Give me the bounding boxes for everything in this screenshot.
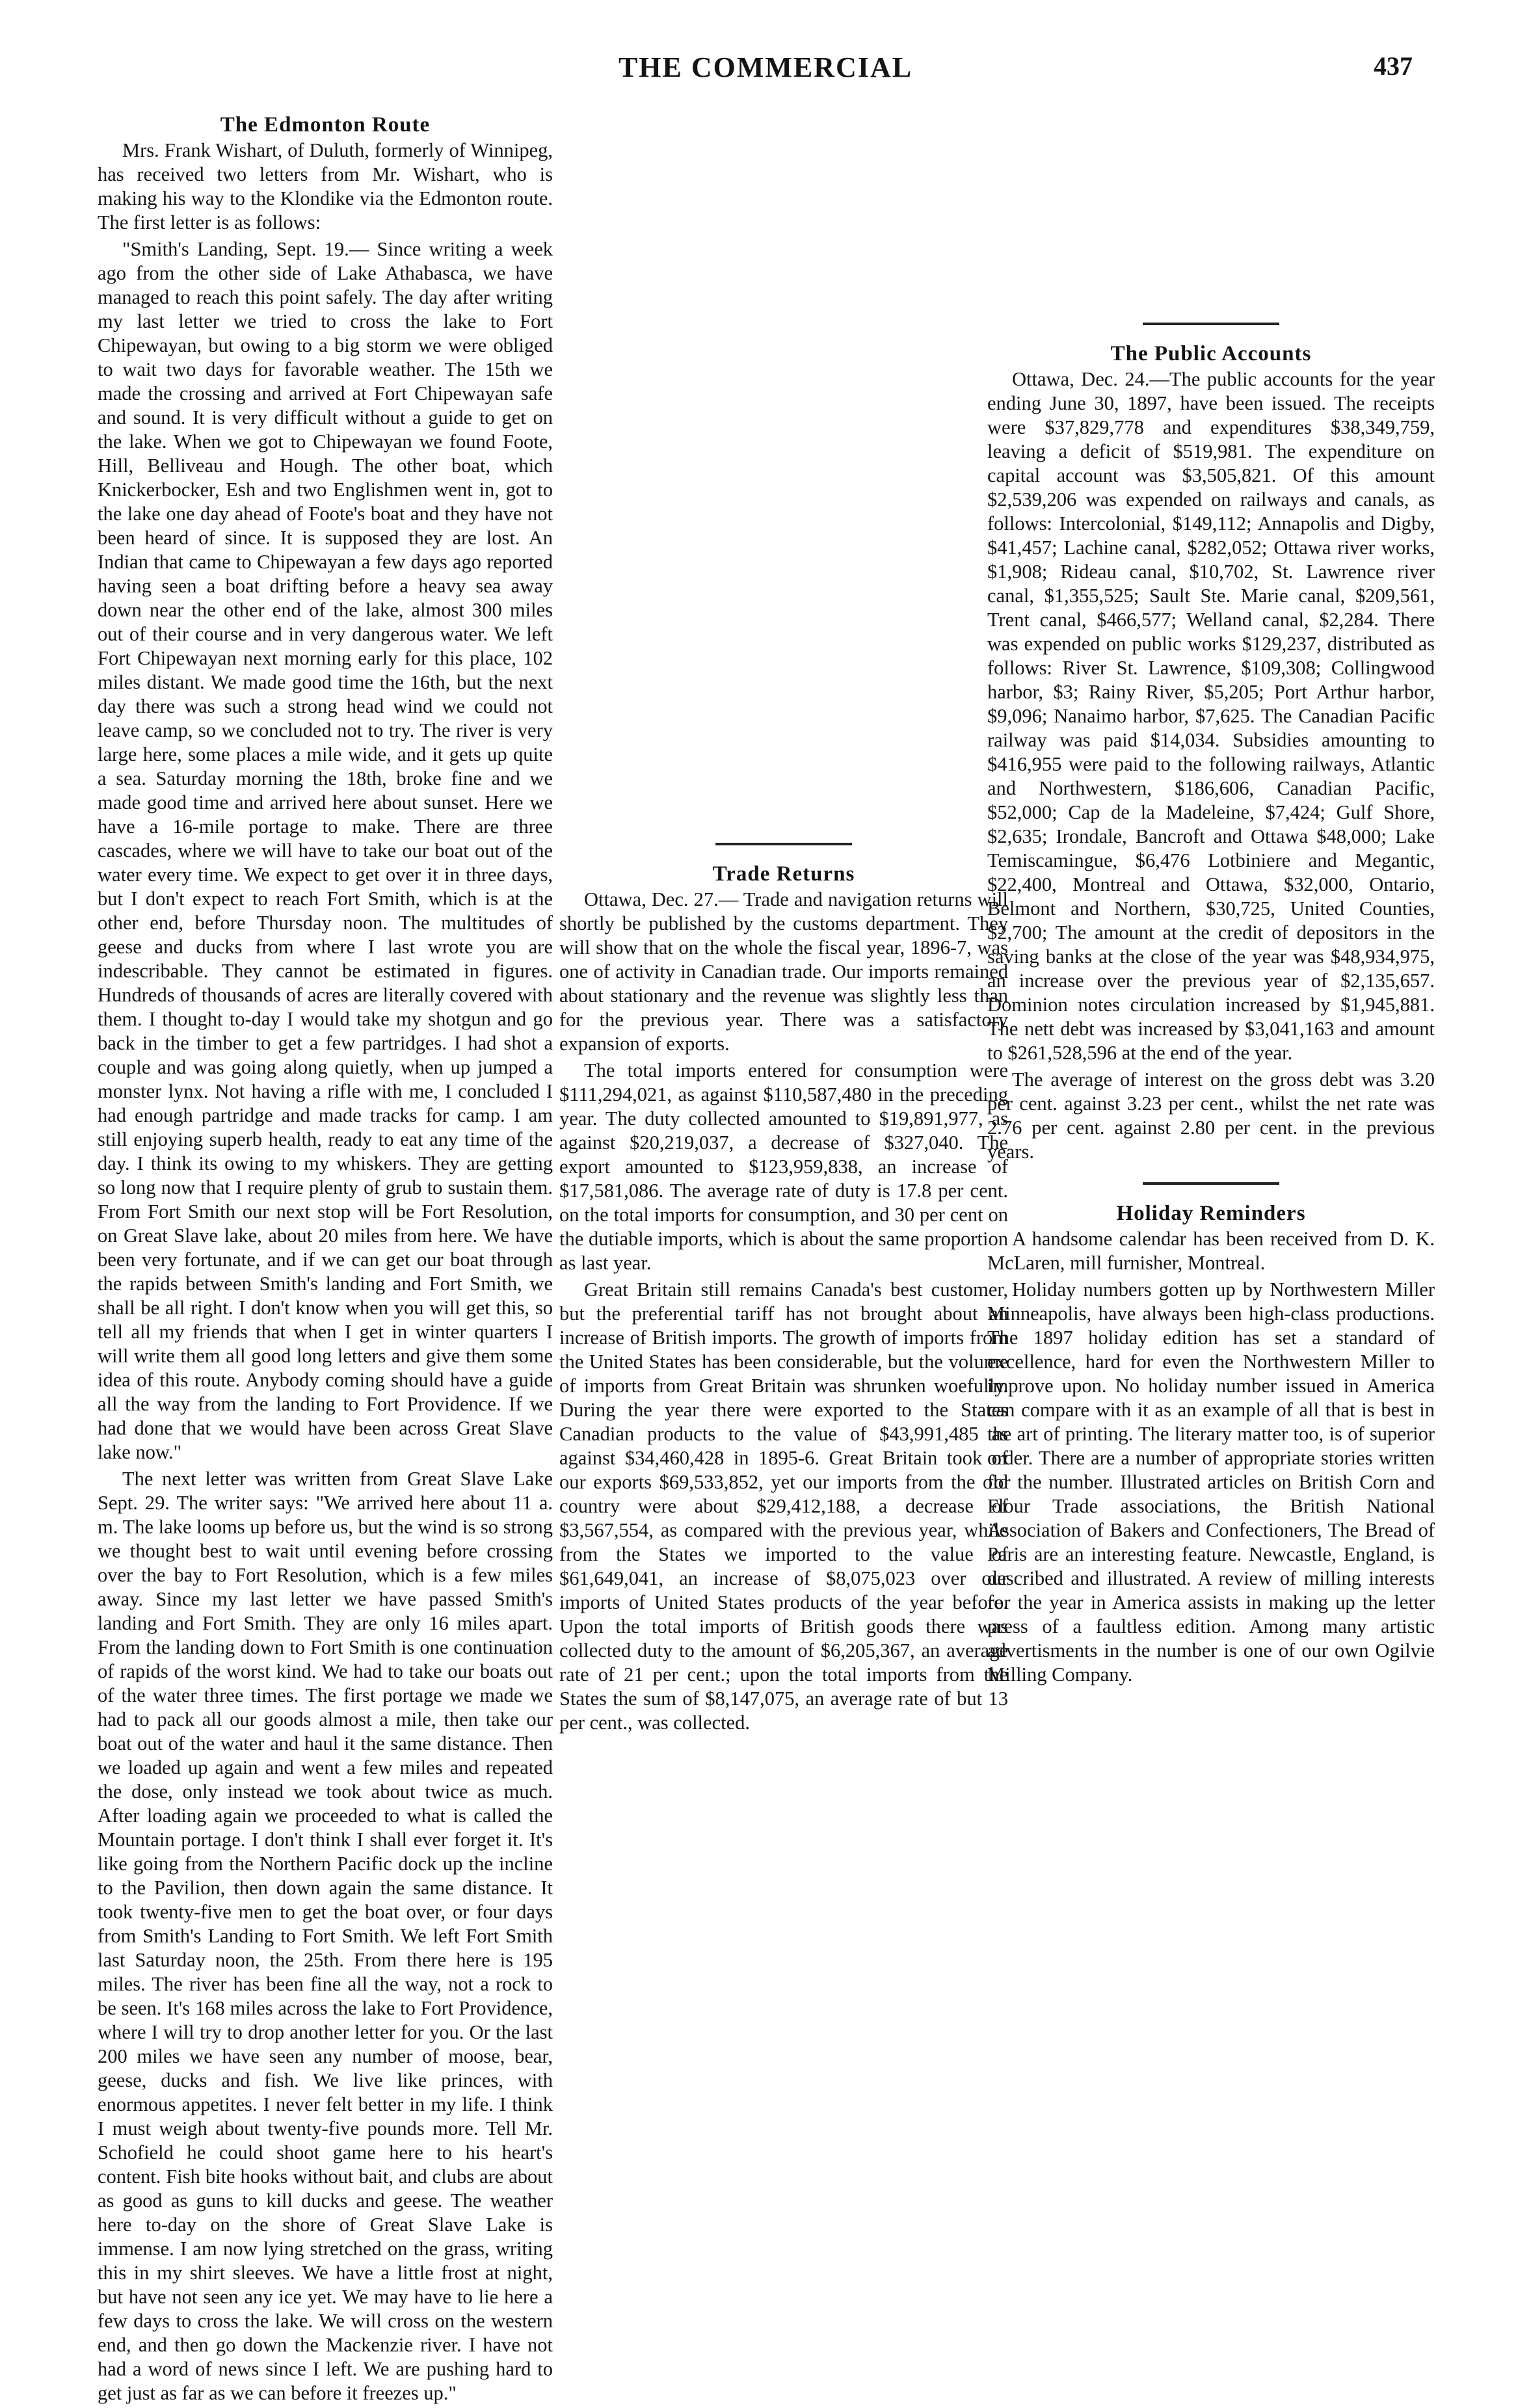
section-divider xyxy=(715,843,852,845)
article-trade-returns xyxy=(559,862,1008,1735)
article-paragraph: "Smith's Landing, Sept. 19.— Since writing a week ago from the other side of Lake Athabasca, we have managed to reach this point safely. The day after writing my last letter we tried to cross the lake to Fort Chipewayan, but owing to a big storm we were obliged to wait two days for favorable weather. The 15th we made the crossing and arrived at Fort Chipewayan safe and sound. It is very difficult without a guide to get on the lake. When we got to Chipewayan we found Foote, Hill, Belliveau and Hough. The other boat, which Knickerbocker, Esh and two Englishmen went in, got to the lake one day ahead of Foote's boat and they have not been heard of since. It is supposed they are lost. An Indian that came to Chipewayan a few days ago reported having seen a boat drifting before a heavy sea away down near the other end of the lake, almost 300 miles out of their course and in very dangerous water. We left Fort Chipewayan next morning early for this place, 102 miles distant. We made good time the 16th, but the next day there was such a strong head wind we could not leave camp, so we concluded not to try. The river is very large here, some places a mile wide, and it gets up quite a sea. Saturday morning the 18th, broke fine and we made good time and arrived here about sunset. Here we have a 16-mile portage to make. There are three cascades, where we will have to take our boat out of the water every time. We expect to get over it in three days, but I don't expect to reach Fort Smith, which is at the other end, before Thursday noon. The multitudes of geese and ducks from where I last wrote you are indescribable. They cannot be estimated in figures. Hundreds of thousands of acres are literally covered with them. I thought to-day I would take my shotgun and go back in the timber to get a few partridges. I had shot a couple and was going along quietly, when up jumped a monster lynx. Not having a rifle with me, I concluded I had enough partridge and made tracks for camp. I am still enjoying superb health, ready to eat any time of the day. I think its owing to my whiskers. They are getting so long now that I require plenty of grub to sustain them. From Fort Smith our next stop will be Fort Resolution, on Great Slave lake, about 20 miles from here. We have been very fortunate, and if we can get our boat through the rapids between Smith's landing and Fort Smith, we shall be all right. I don't know when you will get this, so tell all my friends that when I get in winter quarters I will write them all good long letters and give them some idea of this route. Anybody coming should have a guide all the way from the landing to Fort Providence. If we had done that we would have been across Great Slave lake now." xyxy=(98,238,553,1463)
article-paragraph: Ottawa, Dec. 27.— Trade and navigation returns will shortly be published by the customs department. They will show that on the whole the fiscal year, 1896-7, was one of activity in Canadian trade. Our imports remained about stationary and the revenue was slightly less than for the previous year. There was a satisfactory expansion of exports. xyxy=(559,888,1008,1055)
article-paragraph: Ottawa, Dec. 24.—The public accounts for the year ending June 30, 1897, have been issued. The receipts were $37,829,778 and expenditures $38,349,759, leaving a deficit of $519,981. The expenditure on capital account was $3,505,821. Of this amount $2,539,206 was expended on railways and canals, as follows: Intercolonial, $149,112; Annapolis and Digby, $41,457; Lachine canal, $282,052; Ottawa river works, $1,908; Rideau canal, $10,702, St. Lawrence river canal, $1,355,525; Sault Ste. Marie canal, $209,561, Trent canal, $466,577; Welland canal, $2,284. There was expended on public works $129,237, distributed as follows: River St. Lawrence, $109,308; Collingwood harbor, $3; Rainy River, $5,205; Port Arthur harbor, $9,096; Nanaimo harbor, $7,625. The Canadian Pacific railway was paid $14,034. Subsidies amounting to $416,955 were paid to the following railways, Atlantic and Northwestern, $186,606, Canadian Pacific, $52,000; Cap de la Madeleine, $7,424; Gulf Shore, $2,635; Irondale, Bancroft and Ottawa $48,000; Lake Temiscamingue, $6,476 Lotbiniere and Megantic, $22,400, Montreal and Ottawa, $32,000, Ontario, Belmont and Northern, $30,725, United Counties, $2,700; The amount at the credit of depositors in the saving banks at the close of the year was $48,934,975, an increase over the previous year of $2,135,657. Dominion notes circulation increased by $1,945,881. The nett debt was increased by $3,041,163 and amount to $261,528,596 at the end of the year. xyxy=(987,368,1435,1064)
column-3 xyxy=(987,109,1435,1689)
page-header xyxy=(0,51,1531,103)
article-title: Trade Returns xyxy=(712,862,855,886)
section-divider xyxy=(1143,1182,1279,1185)
article-paragraph: Great Britain still remains Canada's best customer, but the preferential tariff has not brought about an increase of British imports. The growth of imports from the United States has been considerable, but the volume of imports from Great Britain was shrunken woefully. During the year there were exported to the States Canadian products to the value of $43,991,485 as against $34,460,428 in 1895-6. Great Britain took of our exports $69,533,852, yet our imports from the old country were about $29,412,188, a decrease of $3,567,554, as compared with the previous year, while from the States we imported to the value of $61,649,041, an increase of $8,075,023 over our imports of United States products of the year before. Upon the total imports of British goods there was collected duty to the amount of $6,205,367, an average rate of 21 per cent.; upon the total imports from the States the sum of $8,147,075, an average rate of but 13 per cent., was collected. xyxy=(559,1278,1008,1734)
article-paragraph: Mrs. Frank Wishart, of Duluth, formerly of Winnipeg, has received two letters from Mr. Wishart, who is making his way to the Klondike via the Edmonton route. The first letter is as follows: xyxy=(98,139,553,233)
article-title: The Public Accounts xyxy=(1110,342,1312,365)
article-paragraph: A handsome calendar has been received from D. K. McLaren, mill furnisher, Montreal. xyxy=(987,1228,1435,1274)
article-paragraph: The next letter was written from Great Slave Lake Sept. 29. The writer says: "We arrived here about 11 a. m. The lake looms up before us, but the wind is so strong we thought best to wait until evening before crossing over the bay to Fort Resolution, which is a few miles away. Since my last letter we have passed Smith's landing and Fort Smith. They are only 16 miles apart. From the landing down to Fort Smith is one continuation of rapids of the worst kind. We had to take our boats out of the water three times. The first portage we made we had to pack all our goods almost a mile, then take our boat out of the water and haul it the same distance. Then we loaded up again and went a few miles and repeated the dose, only instead we took about twice as much. After loading again we proceeded to what is called the Mountain portage. I don't think I shall ever forget it. It's like going from the Northern Pacific dock up the incline to the Pavilion, then down again the same distance. It took twenty-five men to get the boat over, or four days from Smith's Landing to Fort Smith. We left Fort Smith last Saturday noon, the 25th. From there here is 195 miles. The river has been fine all the way, not a rock to be seen. It's 168 miles across the lake to Fort Providence, where I will try to drop another letter for you. Or the last 200 miles we have seen any number of moose, bear, geese, ducks and fish. We live like princes, with enormous appetites. I never felt better in my life. I think I must weigh about twenty-five pounds more. Tell Mr. Schofield he could shoot game here to his heart's content. Fish bite hooks without bait, and clubs are about as good as guns to kill ducks and geese. The weather here to-day on the shore of Great Slave Lake is immense. I am now lying stretched on the grass, writing this in my shirt sleeves. We have a little frost at night, but have not seen any ice yet. We may have to lie here a few days to cross the lake. We will cross on the western end, and then go down the Mackenzie river. I have not had a word of news since I left. We are pushing hard to get just as far as we can before it freezes up." xyxy=(98,1468,553,2404)
article-holiday-reminders xyxy=(987,1202,1435,1687)
section-divider xyxy=(1143,323,1279,325)
article-title: The Edmonton Route xyxy=(220,113,431,137)
article-edmonton-route xyxy=(98,113,553,2405)
column-spacer xyxy=(987,109,1435,304)
page-number: 437 xyxy=(1374,51,1413,81)
article-paragraph: The average of interest on the gross debt was 3.20 per cent. against 3.23 per cent., whilst the net rate was 2.76 per cent. against 2.80 per cent. in the previous years. xyxy=(987,1068,1435,1163)
article-public-accounts xyxy=(987,342,1435,1164)
column-2 xyxy=(559,109,1008,1738)
article-paragraph: Holiday numbers gotten up by Northwestern Miller Minneapolis, have always been high-class productions. The 1897 holiday edition has set a standard of excellence, hard for even the Northwestern Miller to improve upon. No holiday number issued in America can compare with it as an example of all that is best in the art of printing. The literary matter too, is of superior order. There are a number of appropriate stories written for the number. Illustrated articles on British Corn and Flour Trade associations, the British National Association of Bakers and Confectioners, The Bread of Paris are an interesting feature. Newcastle, England, is described and illustrated. A review of milling interests for the year in America assists in making up the letter press of a faultless edition. Among many artistic advertisments in the number is one of our own Ogilvie Milling Company. xyxy=(987,1278,1435,1686)
article-paragraph: The total imports entered for consumption were $111,294,021, as against $110,587,480 in the preceding year. The duty collected amounted to $19,891,977, as against $20,219,037, a decrease of $327,040. The export amounted to $123,959,838, an increase of $17,581,086. The average rate of duty is 17.8 per cent. on the total imports for consumption, and 30 per cent on the dutiable imports, which is about the same proportion as last year. xyxy=(559,1059,1008,1274)
publication-title: THE COMMERCIAL xyxy=(618,51,913,83)
column-spacer xyxy=(559,109,1008,825)
article-title: Holiday Reminders xyxy=(1116,1202,1306,1225)
column-1 xyxy=(98,109,553,2408)
